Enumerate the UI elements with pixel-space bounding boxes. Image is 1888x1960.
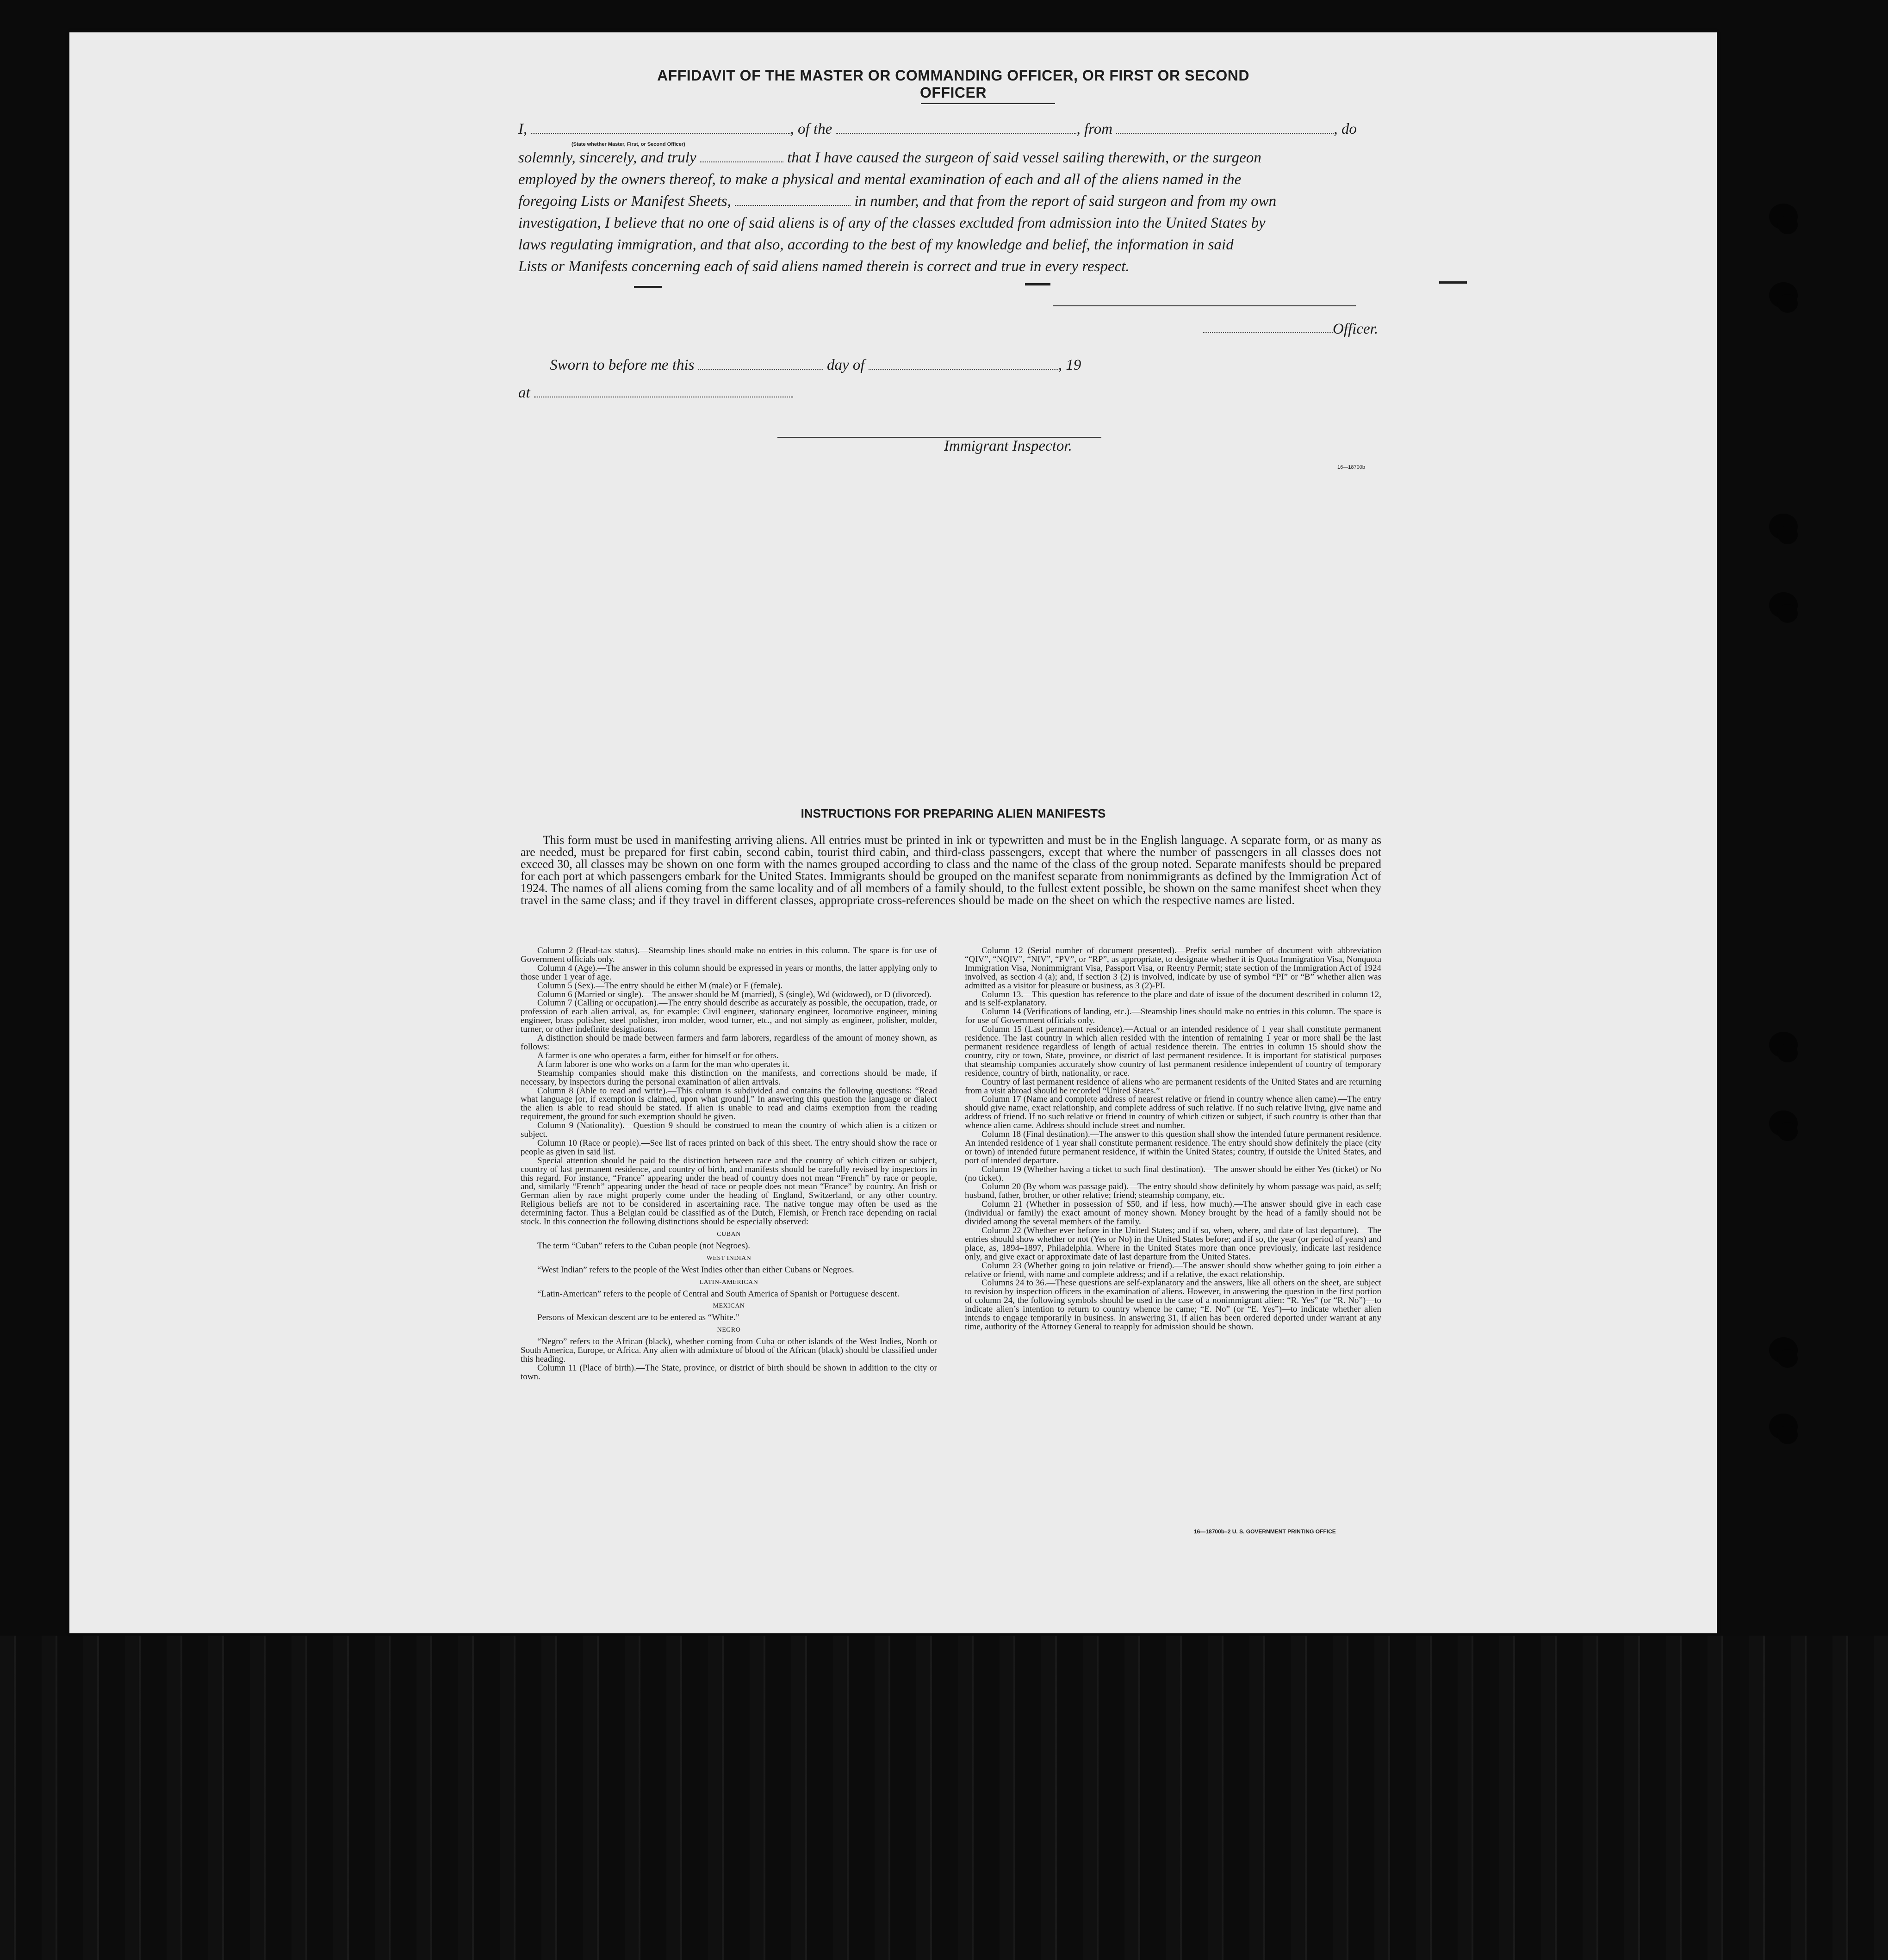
word-do: , do [1334,121,1357,137]
vessel-name-blank [836,122,1076,134]
col-15-paragraph: Column 15 (Last permanent residence).—Actual or an intended residence of 1 year shall constitute permanent residence. The last country in which alien resided with the intention of remaining 1 year or more shall be the last permanent residence regardless of length of actual residence therein. The entries in column 15 should show the country, city or town, State, province, or district of last permanent residence. It is important for statistical purposes that steamship companies accurately show country of last permanent residence independent of country of temporary residence, country of birth, nationality, or race. [965,1024,1381,1078]
officer-blank [1203,332,1333,333]
col-21-paragraph: Column 21 (Whether in possession of $50, and if less, how much).—The answer should give in each case (individual or family) the exact amount of money shown. Money brought by the head of a family should not be divided among the several members of the family. [965,1199,1381,1227]
instructions-left-column [521,947,937,1382]
punch-hole [1769,1110,1798,1136]
affidavit-line-6: laws regulating immigration, and that also, according to the best of my knowledge and belief, the information in said [518,236,1234,253]
west-indian-paragraph: “West Indian” refers to the people of the West Indies other than either Cubans or Negroes. [537,1265,854,1275]
form-number: 16—18700b [1337,465,1365,470]
place-blank [534,385,793,397]
latin-american-paragraph: “Latin-American” refers to the people of Central and South America of Spanish or Portuguese descent. [537,1289,900,1299]
ink-mark [634,286,662,288]
word-i: I, [518,121,528,137]
oath-blank [700,150,783,162]
inspector-label: Immigrant Inspector. [944,438,1072,454]
affidavit-line-5: investigation, I believe that no one of said aliens is of any of the classes excluded from admission into the United States by [518,215,1266,231]
col-17-paragraph: Column 17 (Name and complete address of nearest relative or friend in country whence alien came).—The entry should give name, exact relationship, and complete address of such relative. If no such relative living, give name and address of friend. If no such relative or friend in country of which citizen or subject, if such country is other than that whence alien came. Address should include street and number. [965,1094,1381,1131]
punch-hole [1769,282,1798,308]
affidavit-line-2 [518,147,1384,169]
word-day-of: day of [827,357,865,373]
col-18-paragraph: Column 18 (Final destination).—The answer to this question shall show the intended future permanent residence. An intended residence of 1 year shall constitute permanent residence. The entry should show definitely the place (city or town) of intended future permanent residence, if within the United States; country, if outside the United States, and port of intended departure. [965,1129,1381,1166]
col-6-paragraph: Column 6 (Married or single).—The answer should be M (married), S (single), Wd (widowed), or D (divorced). [537,989,932,999]
punch-hole [1769,592,1798,618]
col-20-paragraph: Column 20 (By whom was passage paid).—The entry should show definitely by whom passage was paid, as self; husband, father, brother, or other relative; friend; steamship company, etc. [965,1182,1381,1201]
col-8-paragraph: Column 8 (Able to read and write).—This column is subdivided and contains the following questions: “Read what language [or, if exemption is claimed, upon what ground].” In answering this question the language or dialect the alien is able to read should be stated. If alien is unable to read and claims exemption from the reading requirement, the ground for such exemption should be given. [521,1085,937,1122]
word-foregoing: foregoing Lists or Manifest Sheets, [518,193,731,210]
sworn-line [518,354,1384,376]
word-solemnly: solemnly, sincerely, and truly [518,149,696,166]
affidavit-text-2: in number, and that from the report of said surgeon and from my own [854,193,1277,210]
ink-mark [1439,281,1467,284]
punch-hole [1769,1032,1798,1058]
instructions-title: INSTRUCTIONS FOR PREPARING ALIEN MANIFESTS [801,806,1106,820]
col-14-paragraph: Column 14 (Verifications of landing, etc.).—Steamship lines should make no entries in this column. The space is for use of Government officials only. [965,1007,1381,1026]
count-blank [735,194,851,206]
word-from: , from [1076,121,1113,137]
affidavit-line-4 [518,191,1384,212]
rank-note: (State whether Master, First, or Second Officer) [571,142,685,147]
col-5-paragraph: Column 5 (Sex).—The entry should be either M (male) or F (female). [537,980,783,991]
signature-line [1053,305,1356,306]
word-sworn: Sworn to before me this [550,357,695,373]
col-19-paragraph: Column 19 (Whether having a ticket to such final destination).—The answer should be either Yes (ticket) or No (no ticket). [965,1164,1381,1183]
punch-hole [1769,514,1798,540]
affidavit-title: AFFIDAVIT OF THE MASTER OR COMMANDING OFFICER, OR FIRST OR SECOND OFFICER [657,67,1249,101]
sworn-month-blank [869,358,1058,370]
col-23-paragraph: Column 23 (Whether going to join relative or friend).—The answer should show whether going to join either a relative or friend, with name and complete address; and if a relative, the exact relationship. [965,1260,1381,1279]
col-11-paragraph: Column 11 (Place of birth).—The State, province, or district of birth should be shown in addition to the city or town. [521,1363,937,1382]
col-10-paragraph: Column 10 (Race or people).—See list of races printed on back of this sheet. The entry should show the race or people as given in said list. [521,1138,937,1157]
cuban-paragraph: The term “Cuban” refers to the Cuban people (not Negroes). [537,1241,751,1251]
at-line [518,382,1384,404]
farmer-paragraph: A farmer is one who operates a farm, either for himself or for others. [537,1050,779,1061]
col-13-paragraph: Column 13.—This question has reference to the place and date of issue of the document described in column 12, and is self-explanatory. [965,989,1381,1008]
farm-laborer-paragraph: A farm laborer is one who works on a farm for the man who operates it. [537,1059,790,1069]
col-2-paragraph: Column 2 (Head-tax status).—Steamship lines should make no entries in this column. The space is for use of Government officials only. [521,946,937,964]
race-distinction-paragraph: Special attention should be paid to the distinction between race and the country of which citizen or subject, country of last permanent residence, and country of birth, and manifests should be carefully revised by inspectors in this regard. For instance, “France” appearing under the head of country does not mean “French” by race or people, and, similarly “French” appearing under the head of race or people does not mean “France” by country. An Irish or German alien by race might properly come under the heading of England, Switzerland, or any other country. Religious beliefs are not to be considered in ascertaining race. The native tongue may often be used as the determining factor. Thus a Belgian could be classified as of the Dutch, Flemish, or French race depending on racial stock. In this connection the following distinctions should be especially observed: [521,1155,937,1227]
sworn-day-blank [698,358,823,370]
ink-mark [1025,283,1050,285]
word-at: at [518,385,530,401]
instructions-intro [521,834,1381,906]
mexican-paragraph: Persons of Mexican descent are to be entered as “White.” [537,1313,739,1323]
affidavit-line-1 [518,118,1384,140]
word-of-the: , of the [790,121,832,137]
intro-paragraph: This form must be used in manifesting arriving aliens. All entries must be printed in ink or typewritten and must be in the English language. A separate form, or as many as are needed, must be prepared for first cabin, second cabin, tourist third cabin, and third-class passengers, except that where the number of passengers in all classes does not exceed 30, all classes may be shown on one form with the names grouped according to class and the name of the class of the group noted. Separate manifests should be prepared for each port at which passengers embark for the United States. Immigrants should be grouped on the manifest separate from nonimmigrants as defined by the Immigration Act of 1924. The names of all aliens coming from the same locality and of all members of a family should, to the fullest extent possible, be shown on the same manifest sheet when they travel in the same class; and if they travel in different classes, appropriate cross-references should be made on the sheet on which the respective names are listed. [521,833,1381,907]
col-22-paragraph: Column 22 (Whether ever before in the United States; and if so, when, where, and date of last departure).—The entries should show whether or not (Yes or No) in the United States before; and if so, the year (or period of years) and place, as, 1894–1897, Philadelphia. Where in the United States more than once previously, indicate last residence only, and give exact or approximate date of last departure from the United States. [965,1226,1381,1262]
negro-paragraph: “Negro” refers to the African (black), whether coming from Cuba or other islands of the West Indies, North or South America, Europe, or Africa. Any alien with admixture of blood of the African (black) should be classified under this heading. [521,1337,937,1364]
col-7-paragraph: Column 7 (Calling or occupation).—The entry should describe as accurately as possible, the occupation, trade, or profession of each alien arrival, as, for example: Civil engineer, stationary engineer, locomotive engineer, mining engineer, brass polisher, steel polisher, iron molder, wood turner, etc., and not simply as engineer, polisher, molder, turner, or other indefinite designations. [521,998,937,1035]
heading-west-indian: WEST INDIAN [706,1254,751,1262]
heading-mexican: MEXICAN [713,1303,745,1310]
title-rule [921,103,1055,104]
punch-hole [1769,204,1798,229]
officer-label: Officer. [1333,321,1379,337]
instructions-right-column [965,947,1381,1332]
col-12-paragraph: Column 12 (Serial number of document presented).—Prefix serial number of document with abbreviation “QIV”, “NQIV”, “NIV”, “PV”, or “RP”, as appropriate, to designate whether it is Quota Immigration Visa, Nonquota Immigration Visa, Nonimmigrant Visa, Passport Visa, or Reentry Permit; state section of the Immigration Act of 1924 involved, as section 4 (a); and, if section 3 (2) is involved, indicate by use of symbol “PI” or “B” whether alien was admitted as a visitor for pleasure or business, as 3 (2)-PI. [965,946,1381,991]
col-9-paragraph: Column 9 (Nationality).—Question 9 should be construed to mean the country of which alien is a citizen or subject. [521,1121,937,1140]
affidavit-line-7: Lists or Manifests concerning each of said aliens named therein is correct and true in every respect. [518,258,1130,275]
affidavit-text-1: that I have caused the surgeon of said vessel sailing therewith, or the surgeon [787,149,1261,166]
col-24-36-paragraph: Columns 24 to 36.—These questions are self-explanatory and the answers, like all others on the sheet, are subject to revision by inspection officers in the examination of aliens. However, in answering the question in the first portion of column 24, the following symbols should be used in the case of a nonimmigrant alien: “R. Yes” (or “R. No”)—to indicate alien’s intention to return to country whence he came; “E. No” (or “E. Yes”)—to indicate whether alien intends to engage temporarily in business. In answering 31, if alien has been ordered deported under warrant at any time, authority of the Attorney General to reapply for admission should be shown. [965,1278,1381,1332]
heading-latin-american: LATIN-AMERICAN [699,1278,758,1286]
scan-background-band [0,1636,1888,1960]
heading-cuban: CUBAN [717,1231,741,1238]
port-blank [1116,122,1334,134]
steamship-paragraph: Steamship companies should make this distinction on the manifests, and corrections should be made, if necessary, by inspectors during the personal examination of alien arrivals. [521,1068,937,1087]
col-4-paragraph: Column 4 (Age).—The answer in this column should be expressed in years or months, the latter applying only to those under 1 year of age. [521,963,937,982]
country-residence-paragraph: Country of last permanent residence of aliens who are permanent residents of the United States and are returning from a visit abroad should be recorded “United States.” [965,1077,1381,1096]
officer-rank-blank [531,122,790,134]
printing-office-footer: 16—18700b–2 U. S. GOVERNMENT PRINTING OFFICE [1194,1528,1336,1535]
punch-hole [1769,1414,1798,1439]
farmer-distinction-paragraph: A distinction should be made between farmers and farm laborers, regardless of the amount of money shown, as follows: [521,1033,937,1052]
heading-negro: NEGRO [717,1327,741,1334]
affidavit-line-3: employed by the owners thereof, to make a physical and mental examination of each and all of the aliens named in the [518,171,1242,188]
punch-hole [1769,1337,1798,1363]
word-19: , 19 [1058,357,1081,373]
